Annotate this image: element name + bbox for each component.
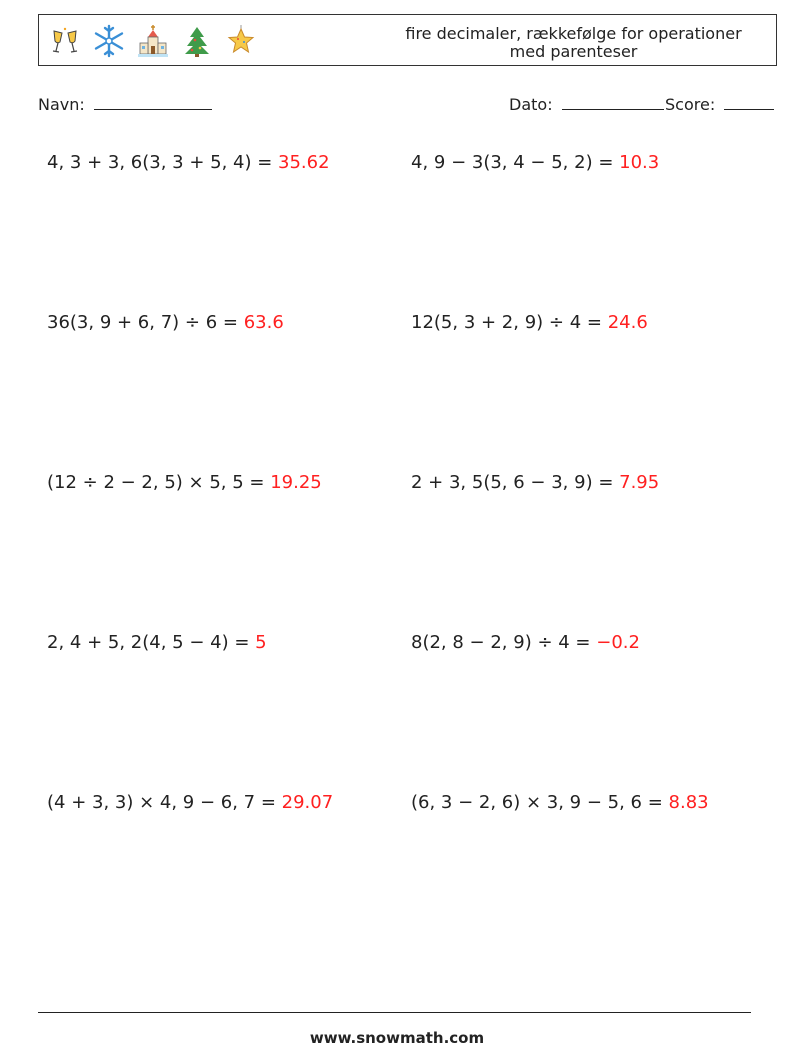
snowflake-icon (91, 23, 127, 59)
problem-answer: 35.62 (278, 152, 330, 173)
score-blank-line[interactable] (724, 93, 774, 110)
problem-answer: 8.83 (668, 792, 709, 813)
problem-8 (411, 632, 640, 653)
header-icons (47, 23, 259, 59)
star-ornament-icon (223, 23, 259, 59)
problem-expression: 12(5, 3 + 2, 9) ÷ 4 = (411, 312, 608, 333)
name-label: Navn: (38, 95, 85, 114)
name-field[interactable] (38, 93, 212, 114)
problem-expression: 2 + 3, 5(5, 6 − 3, 9) = (411, 472, 620, 493)
date-field[interactable] (509, 93, 664, 114)
problem-2 (411, 152, 659, 173)
problem-answer: −0.2 (596, 632, 640, 653)
church-icon (135, 23, 171, 59)
problem-answer: 29.07 (281, 792, 334, 813)
title-line-2: med parenteser (509, 42, 638, 61)
problem-answer: 24.6 (607, 312, 648, 333)
name-blank-line[interactable] (94, 93, 212, 110)
christmas-tree-icon (179, 23, 215, 59)
problem-4 (411, 312, 648, 333)
problem-answer: 19.25 (270, 472, 322, 493)
problem-expression: 4, 3 + 3, 6(3, 3 + 5, 4) = (47, 152, 279, 173)
problem-expression: 8(2, 8 − 2, 9) ÷ 4 = (411, 632, 597, 653)
problem-expression: (4 + 3, 3) × 4, 9 − 6, 7 = (47, 792, 282, 813)
worksheet-header (38, 14, 777, 66)
problem-9 (47, 792, 333, 813)
cheers-glasses-icon (47, 23, 83, 59)
footer-divider (38, 1012, 751, 1013)
footer-url[interactable]: www.snowmath.com (309, 1029, 485, 1047)
date-blank-line[interactable] (562, 93, 664, 110)
problem-answer: 7.95 (619, 472, 660, 493)
problem-5 (47, 472, 322, 493)
title-line-1: fire decimaler, rækkefølge for operationer (405, 24, 742, 43)
problem-10 (411, 792, 709, 813)
problem-6 (411, 472, 659, 493)
problem-expression: 2, 4 + 5, 2(4, 5 − 4) = (47, 632, 256, 653)
score-label: Score: (665, 95, 716, 114)
problem-3 (47, 312, 284, 333)
problem-expression: 4, 9 − 3(3, 4 − 5, 2) = (411, 152, 620, 173)
problem-answer: 10.3 (619, 152, 660, 173)
problem-expression: 36(3, 9 + 6, 7) ÷ 6 = (47, 312, 244, 333)
problem-answer: 63.6 (243, 312, 284, 333)
problem-answer: 5 (255, 632, 267, 653)
problem-1 (47, 152, 330, 173)
problem-expression: (12 ÷ 2 − 2, 5) × 5, 5 = (47, 472, 271, 493)
score-field[interactable] (665, 93, 774, 114)
worksheet-title (379, 25, 768, 61)
problem-7 (47, 632, 267, 653)
date-label: Dato: (509, 95, 553, 114)
problem-expression: (6, 3 − 2, 6) × 3, 9 − 5, 6 = (411, 792, 669, 813)
